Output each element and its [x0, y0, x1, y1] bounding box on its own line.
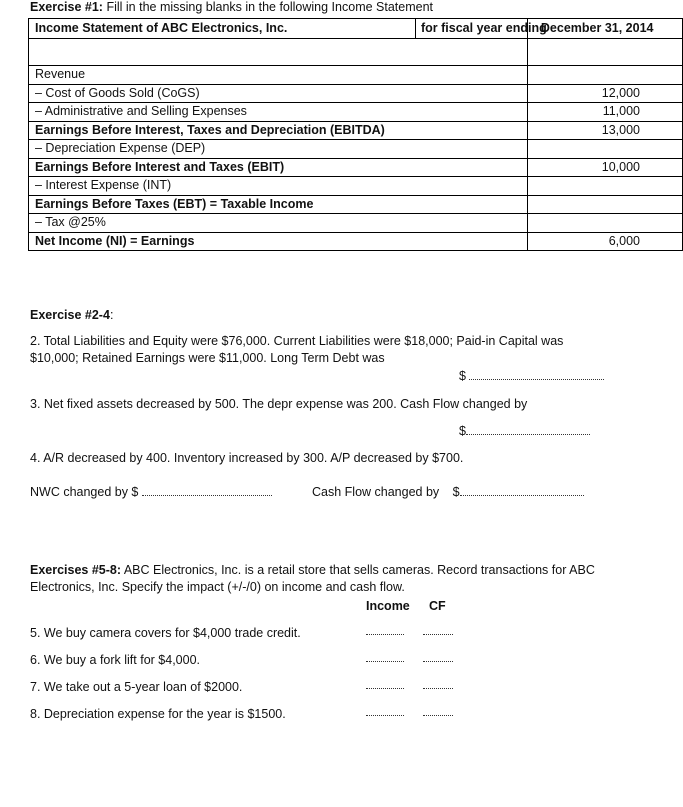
row-value[interactable] [527, 140, 682, 159]
question-2-line1: 2. Total Liabilities and Equity were $76,000. Current Liabilities were $18,000; Paid-in Capital was [30, 334, 564, 348]
row-label: Earnings Before Interest and Taxes (EBIT) [29, 158, 528, 177]
row-value: 13,000 [527, 121, 682, 140]
exercise-5-label: Exercises #5-8: [30, 563, 122, 577]
row-label: – Cost of Goods Sold (CoGS) [29, 84, 528, 103]
table-header-row [29, 19, 683, 39]
statement-company-title: Income Statement of ABC Electronics, Inc. [35, 21, 288, 35]
table-row [29, 158, 683, 177]
row-label: Earnings Before Taxes (EBT) = Taxable Income [29, 195, 528, 214]
answer-2-blank[interactable]: $ [459, 369, 604, 383]
income-impact-blank[interactable] [366, 678, 404, 692]
exercise-2-label: Exercise #2-4 [30, 308, 110, 322]
income-impact-blank[interactable] [366, 705, 404, 719]
row-label: Net Income (NI) = Earnings [29, 232, 528, 251]
cf-impact-blank[interactable] [423, 705, 453, 719]
income-impact-blank[interactable] [366, 651, 404, 665]
table-row [29, 103, 683, 122]
exercise-1-title [30, 0, 433, 14]
cf-impact-blank[interactable] [423, 624, 453, 638]
nwc-label: NWC changed by $ [30, 485, 139, 499]
cash-flow-change-blank[interactable]: Cash Flow changed by $ [312, 485, 584, 499]
row-value[interactable] [527, 214, 682, 233]
fiscal-date: December 31, 2014 [527, 19, 682, 39]
cf-impact-blank[interactable] [423, 678, 453, 692]
exercise-2-title: Exercise #2-4: [30, 308, 114, 322]
cf-impact-blank[interactable] [423, 651, 453, 665]
row-label: – Depreciation Expense (DEP) [29, 140, 528, 159]
transaction-item: 8. Depreciation expense for the year is $1500. [30, 707, 286, 721]
transaction-item: 7. We take out a 5-year loan of $2000. [30, 680, 243, 694]
question-4: 4. A/R decreased by 400. Inventory increased by 300. A/P decreased by $700. [30, 451, 464, 465]
table-spacer-row [29, 39, 683, 66]
row-label: Revenue [29, 66, 528, 85]
exercise-5-intro-line2: Electronics, Inc. Specify the impact (+/-/0) on income and cash flow. [30, 580, 405, 594]
question-2-line2: $10,000; Retained Earnings were $11,000. Long Term Debt was [30, 351, 385, 365]
cf-column-header: CF [429, 599, 446, 613]
table-row [29, 66, 683, 85]
question-3: 3. Net fixed assets decreased by 500. The depr expense was 200. Cash Flow changed by [30, 397, 528, 411]
exercise-5-intro: Exercises #5-8: ABC Electronics, Inc. is a retail store that sells cameras. Record transactions for ABC [30, 563, 595, 577]
row-label: – Tax @25% [29, 214, 528, 233]
row-value[interactable] [527, 66, 682, 85]
row-value: 11,000 [527, 103, 682, 122]
row-value[interactable] [527, 195, 682, 214]
transaction-item: 6. We buy a fork lift for $4,000. [30, 653, 200, 667]
income-statement-table [28, 18, 683, 251]
table-row [29, 84, 683, 103]
answer-3-blank[interactable]: $ [459, 424, 590, 438]
exercise-1-instruction: Fill in the missing blanks in the following Income Statement [102, 0, 434, 14]
row-label: Earnings Before Interest, Taxes and Depreciation (EBITDA) [29, 121, 528, 140]
table-row [29, 140, 683, 159]
row-label: – Interest Expense (INT) [29, 177, 528, 196]
transaction-item: 5. We buy camera covers for $4,000 trade credit. [30, 626, 301, 640]
table-row [29, 177, 683, 196]
row-label: – Administrative and Selling Expenses [29, 103, 528, 122]
table-row [29, 214, 683, 233]
row-value[interactable] [527, 177, 682, 196]
income-column-header: Income [366, 599, 410, 613]
row-value: 10,000 [527, 158, 682, 177]
table-row [29, 195, 683, 214]
income-impact-blank[interactable] [366, 624, 404, 638]
fiscal-period-label: for fiscal year ending [421, 21, 547, 35]
row-value: 12,000 [527, 84, 682, 103]
table-row [29, 121, 683, 140]
cash-flow-label: Cash Flow changed by [312, 485, 440, 499]
table-row [29, 232, 683, 251]
nwc-change-blank[interactable] [30, 485, 272, 499]
row-value: 6,000 [527, 232, 682, 251]
exercise-1-label: Exercise #1: [30, 0, 103, 14]
